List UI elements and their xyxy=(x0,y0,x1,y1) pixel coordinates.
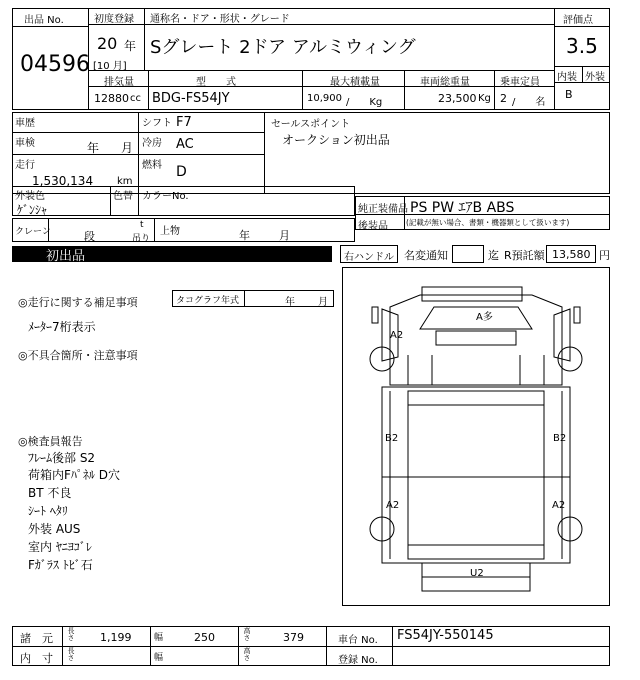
divider xyxy=(150,626,151,666)
score: 3.5 xyxy=(566,34,598,58)
mark-b2-right: B2 xyxy=(553,433,567,444)
first-listing-banner xyxy=(12,246,332,262)
length: 1,199 xyxy=(100,631,132,644)
reg-year-unit: 年 xyxy=(124,39,137,53)
capacity-unit: / 名 xyxy=(512,97,546,108)
mileage-label: 走行 xyxy=(15,160,35,171)
interior-dim-label: 内 寸 xyxy=(20,652,53,665)
displacement-label: 排気量 xyxy=(104,77,134,88)
divider xyxy=(12,26,88,27)
mark-a2-left: A2 xyxy=(386,500,400,511)
cab-outline xyxy=(422,287,522,301)
tachograph-year: 年 xyxy=(285,297,295,308)
width-label: 幅 xyxy=(154,633,164,643)
divider xyxy=(138,186,139,216)
report-line: Fｶﾞﾗｽ ﾄﾋﾞ石 xyxy=(28,558,93,572)
top-label: 上物 xyxy=(160,226,180,237)
name-change-label: 名変通知 xyxy=(404,249,448,262)
cargo-body xyxy=(382,387,570,563)
color: ｹﾞﾝｼｬ xyxy=(17,203,48,217)
inspection-month: 月 xyxy=(121,141,134,155)
divider xyxy=(404,70,405,110)
interior-height-label: 高さ xyxy=(243,647,251,661)
tachograph-month: 月 xyxy=(318,297,328,308)
height: 379 xyxy=(283,631,304,644)
history-label: 車歴 xyxy=(15,118,35,129)
retrofit-note: (記載が無い場合、書類・機器類として扱います) xyxy=(406,218,570,227)
mark-a-multi: A多 xyxy=(476,312,493,323)
divider xyxy=(264,112,265,194)
cargo-inner xyxy=(408,391,544,559)
crane-ton: t xyxy=(140,220,144,230)
divider xyxy=(88,86,554,87)
max-load: 10,900 xyxy=(307,93,342,104)
divider xyxy=(12,646,610,647)
divider xyxy=(144,8,145,70)
defect-title: ◎不具合箇所・注意事項 xyxy=(18,349,138,362)
divider xyxy=(582,66,583,82)
report-line: ｼｰﾄ ﾍﾀﾘ xyxy=(28,504,68,518)
sales-point-label: セールスポイント xyxy=(271,119,351,130)
gross-weight-label: 車両総重量 xyxy=(420,77,470,88)
recycle-amount: 13,580 xyxy=(552,248,591,261)
mileage-unit: km xyxy=(117,176,133,187)
divider xyxy=(110,186,111,216)
divider xyxy=(244,290,245,307)
crane-stage: 段 xyxy=(84,230,95,243)
divider xyxy=(554,66,610,67)
divider xyxy=(154,218,155,242)
first-reg-label: 初度登録 xyxy=(94,14,134,25)
crane-label: クレーン xyxy=(15,227,51,237)
right-hand: 右ハンドル xyxy=(344,252,394,263)
color-label: 外装色 xyxy=(15,191,45,202)
interior-label: 内装 xyxy=(557,72,577,83)
top-year: 年 xyxy=(239,229,250,242)
lot-label: 出品 No. xyxy=(24,15,64,26)
model-code-label: 型 式 xyxy=(196,77,236,88)
interior-grade: B xyxy=(565,88,573,101)
width: 250 xyxy=(194,631,215,644)
deposit-prefix: 迄 xyxy=(488,249,499,262)
divider xyxy=(62,626,63,666)
mark-b2-left: B2 xyxy=(385,433,399,444)
tachograph-label: タコグラフ年式 xyxy=(176,296,240,306)
retrofit-label: 後装品 xyxy=(358,221,388,232)
shift-label: シフト xyxy=(142,118,172,129)
capacity-label: 乗車定員 xyxy=(500,77,540,88)
sales-point: オークション初出品 xyxy=(282,133,390,147)
height-label: 高さ xyxy=(243,627,251,641)
model-label: 通称名・ドア・形状・グレード xyxy=(150,14,290,25)
divider xyxy=(326,626,327,666)
mirror-left xyxy=(372,307,378,323)
report-line: 荷箱内Fﾊﾟﾈﾙ D穴 xyxy=(28,468,120,482)
top-month: 月 xyxy=(279,229,290,242)
displacement-unit: cc xyxy=(130,93,141,104)
exterior-label: 外装 xyxy=(585,72,605,83)
mileage: 1,530,134 xyxy=(32,174,94,188)
inspection-label: 車検 xyxy=(15,138,35,149)
dimensions-label: 諸 元 xyxy=(20,632,53,645)
reg-year: 20 xyxy=(97,34,118,53)
recycle-unit: 円 xyxy=(599,249,610,262)
registration-label: 登録 No. xyxy=(338,655,378,666)
meter-note: ﾒｰﾀｰ7桁表示 xyxy=(28,320,96,334)
displacement: 12880 xyxy=(94,92,129,105)
reg-month: [10 月] xyxy=(93,61,127,72)
gross-weight: 23,500 xyxy=(438,92,477,105)
divider xyxy=(12,154,264,155)
equipment-label: 純正装備品 xyxy=(358,204,408,215)
divider xyxy=(554,26,610,27)
name-change-box xyxy=(452,245,484,263)
mark-a2-right: A2 xyxy=(552,500,566,511)
report-line: BT 不良 xyxy=(28,486,72,500)
mirror-right xyxy=(574,307,580,323)
inspector-title: ◎検査員報告 xyxy=(18,435,83,448)
capacity: 2 xyxy=(500,92,507,105)
shift: F7 xyxy=(176,115,192,130)
cab-seat xyxy=(436,331,516,345)
interior-length-label: 長さ xyxy=(67,647,75,661)
equipment-items: PS PW ｴｱB ABS xyxy=(410,200,515,216)
crane-ton-unit: 吊り xyxy=(132,234,151,244)
divider xyxy=(494,70,495,110)
ac-label: 冷房 xyxy=(142,138,162,149)
mark-u2: U2 xyxy=(470,568,484,579)
model-name: Sグレート 2ドア アルミウィング xyxy=(150,37,416,58)
report-line: 外装 AUS xyxy=(28,522,81,536)
interior-width-label: 幅 xyxy=(154,653,164,663)
divider xyxy=(88,70,554,71)
max-load-unit: / Kg xyxy=(346,97,383,108)
divider xyxy=(302,70,303,110)
max-load-label: 最大積載量 xyxy=(330,77,380,88)
fuel-label: 燃料 xyxy=(142,160,162,171)
supplement-title: ◎走行に関する補足事項 xyxy=(18,296,138,309)
length-label: 長さ xyxy=(67,627,75,641)
divider xyxy=(392,626,393,666)
recycle-label: R預託額 xyxy=(504,249,545,262)
color-code-label: カラーNo. xyxy=(142,191,189,202)
inspection-year: 年 xyxy=(87,141,100,155)
gross-weight-unit: Kg xyxy=(478,93,491,104)
color-no-label: 色替 xyxy=(113,191,133,202)
lot-number: 04596 xyxy=(20,52,90,77)
crane-grid xyxy=(12,218,355,242)
mark-a2-cab: A2 xyxy=(390,330,404,341)
model-code: BDG-FS54JY xyxy=(152,91,230,106)
ac: AC xyxy=(176,137,194,152)
divider xyxy=(12,132,264,133)
chassis-label: 車台 No. xyxy=(338,635,378,646)
divider xyxy=(138,112,139,194)
first-listing-text: 初出品 xyxy=(46,249,86,264)
report-line: 室内 ﾔﾆﾖｺﾞﾚ xyxy=(28,540,92,554)
divider xyxy=(554,8,555,110)
divider xyxy=(238,626,239,666)
score-label: 評価点 xyxy=(563,15,593,26)
chassis-no: FS54JY-550145 xyxy=(397,628,494,643)
fuel: D xyxy=(176,164,187,180)
divider xyxy=(148,70,149,110)
report-line: ﾌﾚｰﾑ後部 S2 xyxy=(28,451,96,465)
